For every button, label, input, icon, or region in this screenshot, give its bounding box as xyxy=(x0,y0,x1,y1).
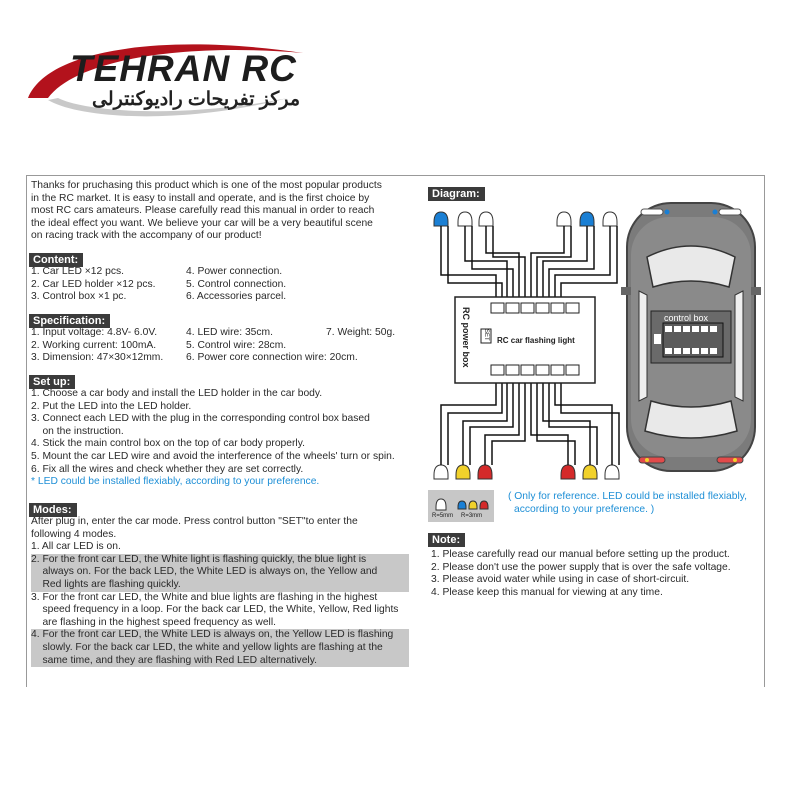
intro-line: on racing track with the accompany of our product! xyxy=(31,230,262,242)
intro-line: most RC cars amateurs. Please carefully read this manual in order to reach xyxy=(31,205,375,217)
control-box-title: RC car flashing light xyxy=(497,336,575,345)
rear-leds xyxy=(434,465,619,479)
setup-step: 3. Connect each LED with the plug in the corresponding control box based xyxy=(31,413,370,425)
content-list-left xyxy=(31,266,156,304)
reference-note-line: ( Only for reference. LED could be installed flexiably, xyxy=(508,491,748,502)
top-wires xyxy=(441,226,617,305)
intro-line: Thanks for pruchasing this product which is one of the most popular products xyxy=(31,180,382,191)
spec-col-1 xyxy=(31,327,163,365)
content-item: 5. Control connection. xyxy=(186,278,287,290)
note-heading: Note: xyxy=(428,533,465,547)
mode-line: slowly. For the back car LED, the white and yellow lights are flashing at the xyxy=(31,641,383,653)
content-item: 6. Accessories parcel. xyxy=(186,291,287,303)
note-list xyxy=(431,549,731,599)
spec-item: 2. Working current: 100mA. xyxy=(31,339,157,351)
content-list-right xyxy=(186,266,286,304)
logo-subtitle: مرکز تفریحات رادیوکنترلی xyxy=(92,89,300,110)
mode-line: always on. For the back LED, the White LED is always on, the Yellow and xyxy=(31,566,378,578)
mode-line: 4. For the front car LED, the White LED is always on, the Yellow LED is flashing xyxy=(31,629,394,641)
note-item: 2. Please don't use the power supply that is over the safe voltage. xyxy=(431,561,731,573)
front-leds xyxy=(434,212,617,226)
intro-text xyxy=(31,180,382,243)
reference-note-line: according to your preference. ) xyxy=(514,504,655,515)
content-heading: Content: xyxy=(29,253,83,267)
spec-item: 5. Control wire: 28cm. xyxy=(186,339,287,351)
setup-note: * LED could be installed flexiably, according to your preference. xyxy=(31,476,320,488)
diagram-reference-note xyxy=(508,490,747,516)
mode-line: same time, and they are flashing with Red LED alternatively. xyxy=(31,654,317,666)
setup-heading: Set up: xyxy=(29,375,75,389)
spec-col-3 xyxy=(326,327,395,340)
note-item: 3. Please avoid water while using in case of short-circuit. xyxy=(431,574,690,586)
led-size-legend xyxy=(428,490,494,522)
mode-1: 1. All car LED is on. xyxy=(31,541,121,553)
mode-4 xyxy=(31,629,409,667)
mode-2 xyxy=(31,554,409,592)
legend-label-5mm: R=5mm xyxy=(432,513,454,519)
mode-3 xyxy=(31,592,409,630)
bottom-wires xyxy=(441,373,619,465)
spec-item: 4. LED wire: 35cm. xyxy=(186,327,273,338)
content-item: 1. Car LED ×12 pcs. xyxy=(31,266,125,277)
content-item: 2. Car LED holder ×12 pcs. xyxy=(31,278,156,290)
brand-label: RC power box xyxy=(461,307,471,368)
control-box-label: control box xyxy=(664,313,709,323)
spec-item: 7. Weight: 50g. xyxy=(326,327,396,338)
note-item: 1. Please carefully read our manual before setting up the product. xyxy=(431,549,730,560)
modes-intro-line: following 4 modes. xyxy=(31,528,117,540)
setup-step: 4. Stick the main control box on the top of car body properly. xyxy=(31,438,305,450)
car-illustration xyxy=(621,203,761,471)
setup-step: 6. Fix all the wires and check whether they are set correctly. xyxy=(31,463,304,475)
modes-list xyxy=(31,516,409,667)
modes-intro-line: After plug in, enter the car mode. Press control button "SET"to enter the xyxy=(31,516,358,527)
mode-line: Red lights are flashing quickly. xyxy=(31,578,181,590)
spec-item: 1. Input voltage: 4.8V- 6.0V. xyxy=(31,327,158,338)
spec-item: 3. Dimension: 47×30×12mm. xyxy=(31,352,164,364)
logo-title: TEHRAN RC xyxy=(70,48,297,89)
setup-list xyxy=(31,388,395,489)
intro-line: the ideal effect you want. We believe your car will be a very beautiful scene xyxy=(31,217,373,229)
mode-line: 2. For the front car LED, the White light is flashing quickly, the blue light is xyxy=(31,553,367,565)
setup-step: 1. Choose a car body and install the LED holder in the car body. xyxy=(31,388,323,399)
manual-frame-left xyxy=(26,175,27,687)
modes-heading: Modes: xyxy=(29,503,77,517)
mode-line: are flashing in the highest speed frequency as well. xyxy=(31,616,276,628)
wiring-diagram xyxy=(425,195,765,480)
content-item: 3. Control box ×1 pc. xyxy=(31,291,127,303)
mode-line: speed frequency in a loop. For the back car LED, the White, Yellow, Red lights xyxy=(31,604,399,616)
intro-line: in the RC market. It is easy to install and operate, and is the first choice by xyxy=(31,192,370,204)
setup-step: on the instruction. xyxy=(31,425,124,437)
mode-line: 3. For the front car LED, the White and blue lights are flashing in the highest xyxy=(31,591,378,603)
spec-item: 6. Power core connection wire: 20cm. xyxy=(186,352,358,364)
diagram-heading: Diagram: xyxy=(428,187,485,201)
set-button-label: SET xyxy=(483,329,489,341)
content-item: 4. Power connection. xyxy=(186,266,283,277)
legend-label-3mm: R=3mm xyxy=(461,513,483,519)
setup-step: 2. Put the LED into the LED holder. xyxy=(31,400,192,412)
setup-step: 5. Mount the car LED wire and avoid the interference of the wheels' turn or spin. xyxy=(31,450,395,462)
specification-heading: Specification: xyxy=(29,314,110,328)
note-item: 4. Please keep this manual for viewing at any time. xyxy=(431,586,663,598)
